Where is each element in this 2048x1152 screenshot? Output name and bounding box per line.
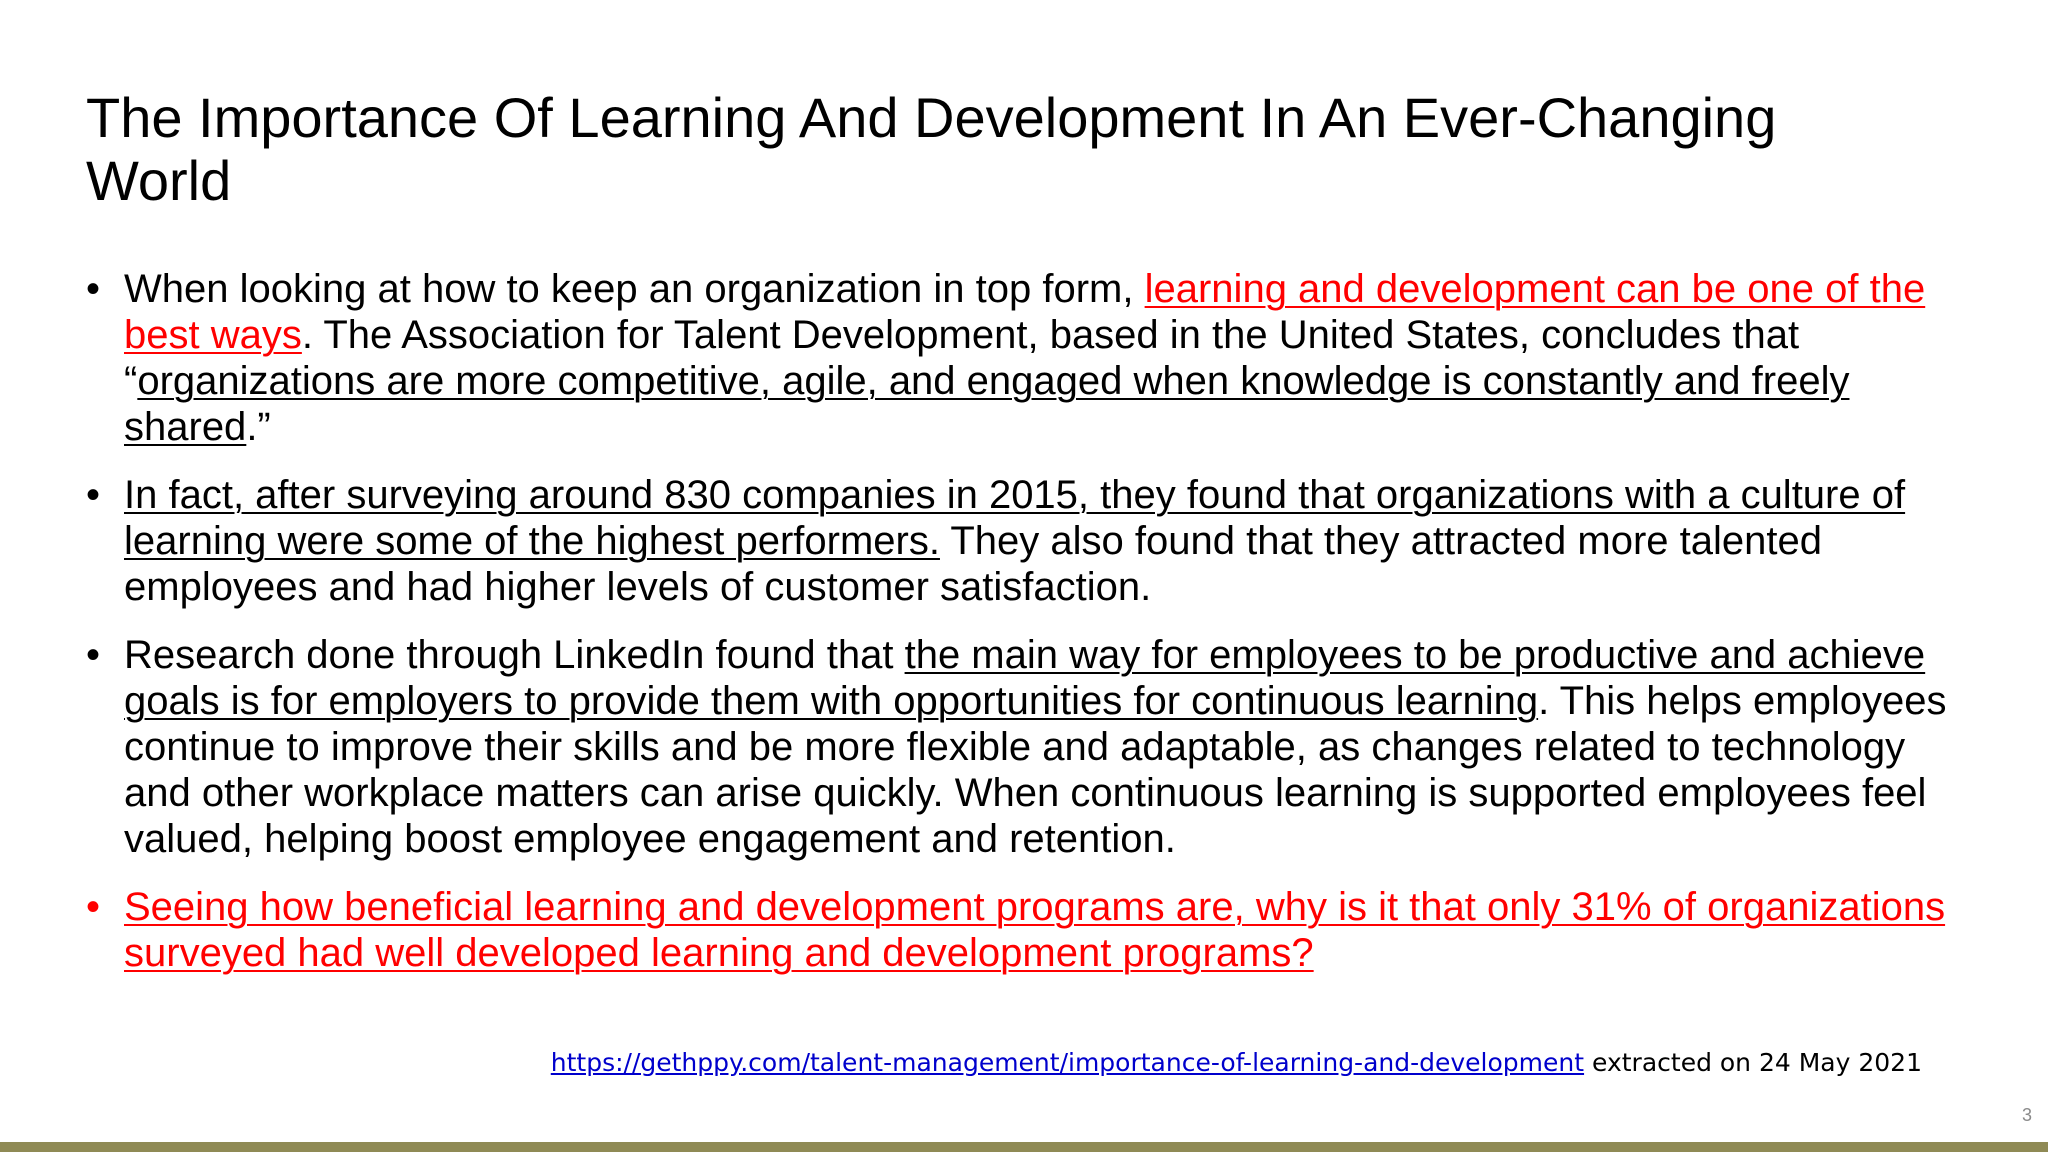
bullet-text: .” — [246, 405, 271, 449]
bullet-marker: • — [86, 473, 101, 517]
bottom-accent-bar — [0, 1142, 2048, 1152]
highlighted-question: Seeing how beneficial learning and development programs are, why is it that only 31% of organizations surveyed had well developed learning and development programs? — [124, 885, 1946, 975]
bullet-item-atd — [86, 266, 1966, 450]
bullet-text: . This helps employees continue to improve their skills and be more flexible and adaptable, as changes related to technology and other workplace matters can arise quickly. When continuous learning is supported employees feel valued, helping boost employee engagement and retention. — [124, 679, 1947, 861]
bullet-text: . The Association for Talent Development, based in the United States, concludes that “ — [124, 313, 1800, 403]
slide-title: The Importance Of Learning And Development In An Ever-Changing World — [86, 86, 1777, 212]
underlined-phrase: In fact, after surveying around 830 companies in 2015, they found that organizations with a culture of learning were some of the highest performers. — [124, 473, 1906, 563]
bullet-marker: • — [86, 267, 101, 311]
bullet-text: They also found that they attracted more talented employees and had higher levels of customer satisfaction. — [124, 519, 1822, 609]
quoted-phrase: organizations are more competitive, agile, and engaged when knowledge is constantly and freely shared — [124, 359, 1850, 449]
source-link[interactable]: https://gethppy.com/talent-management/importance-of-learning-and-development — [550, 1048, 1585, 1077]
source-citation — [551, 1048, 1922, 1078]
bullet-marker: • — [86, 885, 101, 929]
highlighted-phrase: learning and development can be one of the best ways — [124, 267, 1926, 357]
bullet-item-linkedin — [86, 632, 1966, 862]
bullet-text: Research done through LinkedIn found that — [124, 633, 905, 677]
bullet-text: When looking at how to keep an organization in top form, — [124, 267, 1145, 311]
page-number: 3 — [2021, 1105, 2032, 1125]
source-suffix: extracted on 24 May 2021 — [1584, 1048, 1922, 1077]
bullet-item-survey — [86, 472, 1966, 610]
bullet-marker: • — [86, 633, 101, 677]
underlined-phrase: the main way for employees to be productive and achieve goals is for employers to provide them with opportunities for continuous learning — [124, 633, 1926, 723]
bullet-item-question — [86, 884, 1966, 976]
bullet-list — [86, 266, 1966, 998]
